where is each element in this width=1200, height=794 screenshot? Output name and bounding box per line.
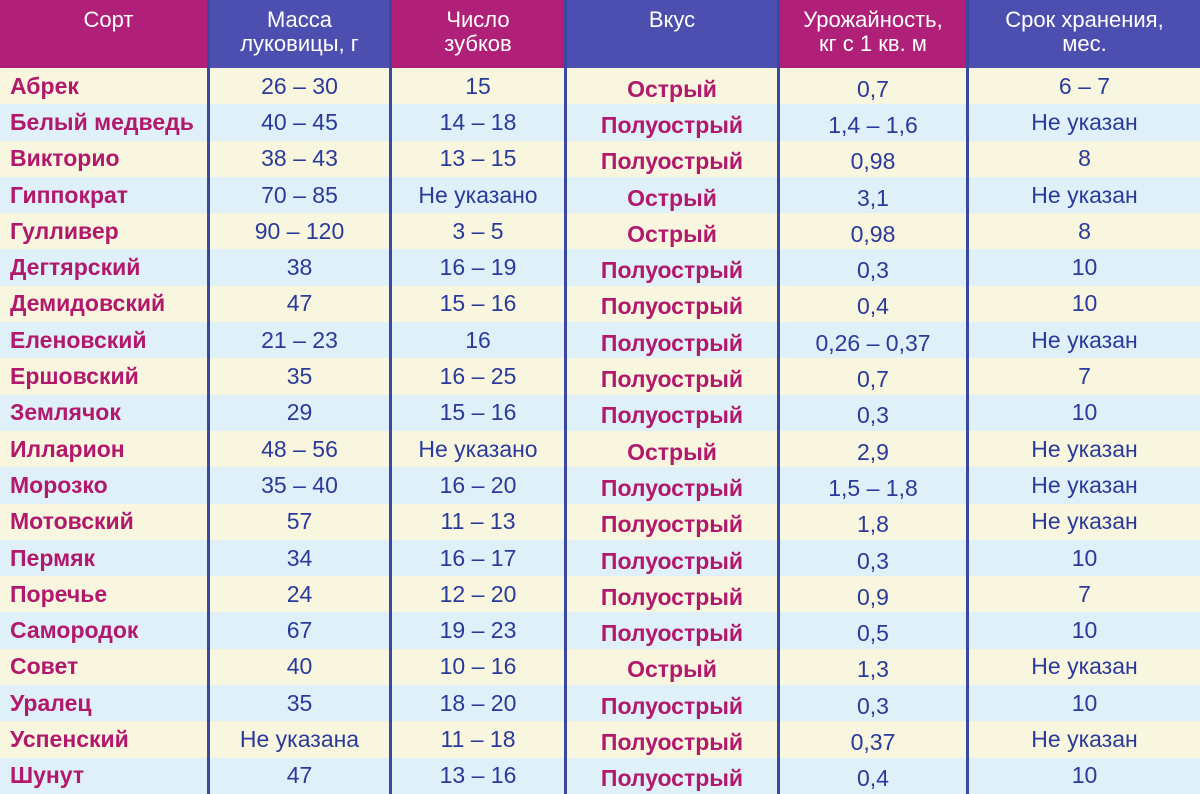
bulb-mass-cell: 21 – 23 (207, 322, 389, 358)
clove-count-cell: 3 – 5 (389, 213, 564, 249)
clove-count-cell: 16 – 17 (389, 540, 564, 576)
taste-cell: Острый (564, 213, 777, 249)
taste-cell: Полуострый (564, 249, 777, 285)
variety-name-cell: Гиппократ (0, 177, 207, 213)
yield-cell: 1,4 – 1,6 (777, 104, 966, 140)
taste-cell: Острый (564, 68, 777, 104)
storage-months-cell: 10 (966, 540, 1200, 576)
storage-months-cell: 8 (966, 141, 1200, 177)
bulb-mass-cell: 70 – 85 (207, 177, 389, 213)
yield-cell: 0,98 (777, 213, 966, 249)
clove-count-cell: 16 – 25 (389, 358, 564, 394)
storage-months-cell: 10 (966, 249, 1200, 285)
bulb-mass-cell: 26 – 30 (207, 68, 389, 104)
bulb-mass-cell: 34 (207, 540, 389, 576)
header-clove-count: Число зубков (389, 0, 564, 68)
yield-cell: 0,3 (777, 395, 966, 431)
yield-cell: 0,5 (777, 612, 966, 648)
clove-count-cell: 11 – 18 (389, 721, 564, 757)
variety-name-cell: Белый медведь (0, 104, 207, 140)
taste-cell: Полуострый (564, 358, 777, 394)
taste-cell: Острый (564, 177, 777, 213)
storage-months-cell: Не указан (966, 504, 1200, 540)
bulb-mass-cell: 35 (207, 685, 389, 721)
clove-count-cell: 16 – 19 (389, 249, 564, 285)
taste-cell: Полуострый (564, 141, 777, 177)
header-yield: Урожайность, кг с 1 кв. м (777, 0, 966, 68)
header-storage: Срок хранения, мес. (966, 0, 1200, 68)
variety-name-cell: Морозко (0, 467, 207, 503)
storage-months-cell: 10 (966, 286, 1200, 322)
variety-name-cell: Совет (0, 649, 207, 685)
taste-cell: Полуострый (564, 467, 777, 503)
bulb-mass-cell: 57 (207, 504, 389, 540)
storage-months-cell: Не указан (966, 104, 1200, 140)
storage-months-cell: 7 (966, 358, 1200, 394)
storage-months-cell: Не указан (966, 721, 1200, 757)
yield-cell: 0,37 (777, 721, 966, 757)
variety-name-cell: Демидовский (0, 286, 207, 322)
clove-count-cell: 15 – 16 (389, 286, 564, 322)
storage-months-cell: 10 (966, 395, 1200, 431)
yield-cell: 1,8 (777, 504, 966, 540)
variety-name-cell: Пермяк (0, 540, 207, 576)
bulb-mass-cell: 24 (207, 576, 389, 612)
variety-name-cell: Самородок (0, 612, 207, 648)
clove-count-cell: Не указано (389, 177, 564, 213)
taste-cell: Полуострый (564, 576, 777, 612)
variety-name-cell: Дегтярский (0, 249, 207, 285)
yield-cell: 0,7 (777, 68, 966, 104)
bulb-mass-cell: 38 – 43 (207, 141, 389, 177)
bulb-mass-cell: 47 (207, 758, 389, 794)
bulb-mass-cell: 35 (207, 358, 389, 394)
variety-name-cell: Шунут (0, 758, 207, 794)
variety-name-cell: Еленовский (0, 322, 207, 358)
taste-cell: Полуострый (564, 540, 777, 576)
bulb-mass-cell: 47 (207, 286, 389, 322)
yield-cell: 0,3 (777, 249, 966, 285)
storage-months-cell: 8 (966, 213, 1200, 249)
yield-cell: 0,98 (777, 141, 966, 177)
header-variety: Сорт (0, 0, 207, 68)
variety-name-cell: Уралец (0, 685, 207, 721)
bulb-mass-cell: 40 – 45 (207, 104, 389, 140)
taste-cell: Полуострый (564, 395, 777, 431)
variety-name-cell: Поречье (0, 576, 207, 612)
clove-count-cell: Не указано (389, 431, 564, 467)
header-taste: Вкус (564, 0, 777, 68)
bulb-mass-cell: 29 (207, 395, 389, 431)
clove-count-cell: 12 – 20 (389, 576, 564, 612)
yield-cell: 2,9 (777, 431, 966, 467)
bulb-mass-cell: 48 – 56 (207, 431, 389, 467)
variety-name-cell: Землячок (0, 395, 207, 431)
clove-count-cell: 13 – 16 (389, 758, 564, 794)
storage-months-cell: Не указан (966, 177, 1200, 213)
taste-cell: Полуострый (564, 685, 777, 721)
taste-cell: Полуострый (564, 504, 777, 540)
bulb-mass-cell: 35 – 40 (207, 467, 389, 503)
variety-name-cell: Мотовский (0, 504, 207, 540)
bulb-mass-cell: Не указана (207, 721, 389, 757)
taste-cell: Полуострый (564, 286, 777, 322)
storage-months-cell: 10 (966, 612, 1200, 648)
yield-cell: 1,5 – 1,8 (777, 467, 966, 503)
storage-months-cell: 6 – 7 (966, 68, 1200, 104)
yield-cell: 0,3 (777, 540, 966, 576)
variety-name-cell: Викторио (0, 141, 207, 177)
storage-months-cell: 10 (966, 758, 1200, 794)
taste-cell: Полуострый (564, 322, 777, 358)
storage-months-cell: Не указан (966, 431, 1200, 467)
yield-cell: 0,4 (777, 758, 966, 794)
clove-count-cell: 15 – 16 (389, 395, 564, 431)
header-bulb-mass: Масса луковицы, г (207, 0, 389, 68)
variety-name-cell: Абрек (0, 68, 207, 104)
storage-months-cell: 10 (966, 685, 1200, 721)
bulb-mass-cell: 40 (207, 649, 389, 685)
storage-months-cell: Не указан (966, 322, 1200, 358)
taste-cell: Острый (564, 431, 777, 467)
variety-name-cell: Гулливер (0, 213, 207, 249)
clove-count-cell: 11 – 13 (389, 504, 564, 540)
bulb-mass-cell: 38 (207, 249, 389, 285)
clove-count-cell: 18 – 20 (389, 685, 564, 721)
taste-cell: Полуострый (564, 612, 777, 648)
clove-count-cell: 15 (389, 68, 564, 104)
clove-count-cell: 16 (389, 322, 564, 358)
taste-cell: Полуострый (564, 758, 777, 794)
bulb-mass-cell: 67 (207, 612, 389, 648)
bulb-mass-cell: 90 – 120 (207, 213, 389, 249)
yield-cell: 0,4 (777, 286, 966, 322)
variety-name-cell: Ершовский (0, 358, 207, 394)
yield-cell: 0,9 (777, 576, 966, 612)
yield-cell: 0,3 (777, 685, 966, 721)
storage-months-cell: Не указан (966, 649, 1200, 685)
storage-months-cell: Не указан (966, 467, 1200, 503)
clove-count-cell: 16 – 20 (389, 467, 564, 503)
storage-months-cell: 7 (966, 576, 1200, 612)
clove-count-cell: 13 – 15 (389, 141, 564, 177)
yield-cell: 0,26 – 0,37 (777, 322, 966, 358)
taste-cell: Полуострый (564, 104, 777, 140)
clove-count-cell: 19 – 23 (389, 612, 564, 648)
yield-cell: 3,1 (777, 177, 966, 213)
variety-name-cell: Илларион (0, 431, 207, 467)
clove-count-cell: 14 – 18 (389, 104, 564, 140)
yield-cell: 1,3 (777, 649, 966, 685)
variety-name-cell: Успенский (0, 721, 207, 757)
taste-cell: Острый (564, 649, 777, 685)
yield-cell: 0,7 (777, 358, 966, 394)
taste-cell: Полуострый (564, 721, 777, 757)
clove-count-cell: 10 – 16 (389, 649, 564, 685)
